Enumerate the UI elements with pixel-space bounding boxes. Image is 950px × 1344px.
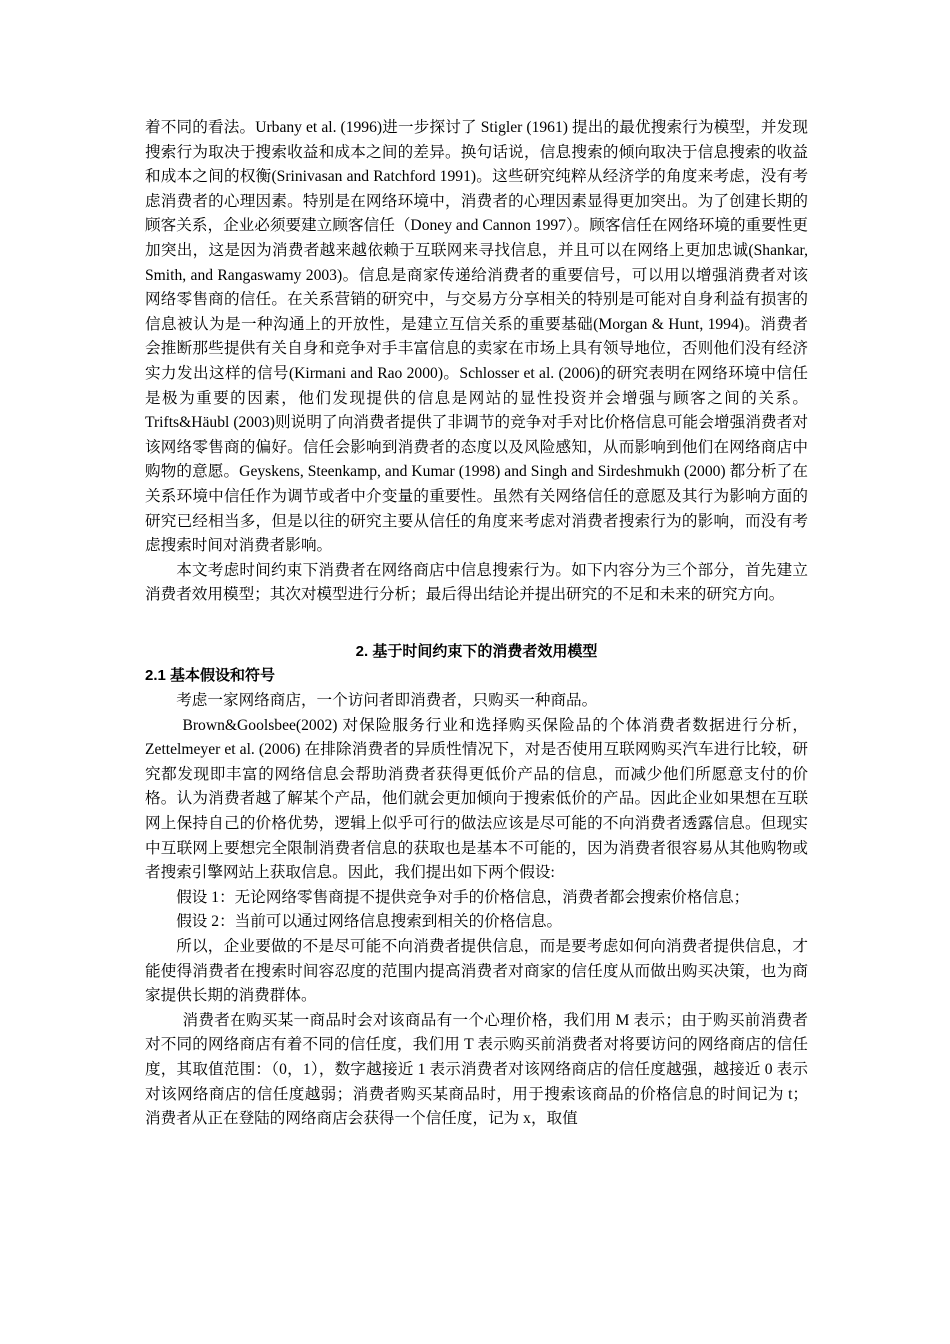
outline-paragraph: 本文考虑时间约束下消费者在网络商店中信息搜索行为。如下内容分为三个部分，首先建立消费者效用模型；其次对模型进行分析；最后得出结论并提出研究的不足和未来的研究方向。 [145,561,808,604]
notation-paragraph: 消费者在购买某一商品时会对该商品有一个心理价格，我们用 M 表示；由于购买前消费者对不同的网络商店有着不同的信任度，我们用 T 表示购买前消费者对将要访问的网络商店的信任度，其取值范围：（0，1），数字越接近 1 表示消费者对该网络商店的信任度越强，越接近 0 表示对该网络商店的信任度越弱；消费者购买某商品时，用于搜索该商品的价格信息的时间记为 t；消费者从正在登陆的网络商店会获得一个信任度，记为 x，取值 [145,1011,808,1128]
page-content [145,116,808,1132]
section-title: 2. 基于时间约束下的消费者效用模型 [355,642,598,660]
section-spacer [145,608,808,634]
implication-paragraph: 所以，企业要做的不是尽可能不向消费者提供信息，而是要考虑如何向消费者提供信息，才能使得消费者在搜索时间容忍度的范围内提高消费者对商家的信任度从而做出购买决策，也为商家提供长期的消费群体。 [145,938,808,1005]
setting-paragraph: 考虑一家网络商店，一个访问者即消费者，只购买一种商品。 [176,692,598,710]
subsection-title: 2.1 基本假设和符号 [145,667,276,685]
evidence-paragraph: Brown&Goolsbee(2002) 对保险服务行业和选择购买保险品的个体消费者数据进行分析，Zettelmeyer et al. (2006) 在排除消费者的异质性情况下，对是否使用互联网购买汽车进行比较，研究都发现即丰富的网络信息会帮助消费者获得更低价产品的信息，而减少他们所愿意支付的价格。认为消费者越了解某个产品，他们就会更加倾向于搜索低价的产品。因此企业如果想在互联网上保持自己的价格优势，逻辑上似乎可行的做法应该是尽可能的不向消费者透露信息。但现实中互联网上要想完全限制消费者信息的获取也是基本不可能的，因为消费者很容易从其他购物或者搜索引擎网站上获取信息。因此，我们提出如下两个假设: [145,716,808,882]
intro-paragraph: 着不同的看法。Urbany et al. (1996)进一步探讨了 Stigler (1961) 提出的最优搜索行为模型，并发现搜索行为取决于搜索收益和成本之间的差异。换句话说，信息搜索的倾向取决于信息搜索的收益和成本之间的权衡(Srinivasan and Ratchford 1991)。这些研究纯粹从经济学的角度来考虑，没有考虑消费者的心理因素。特别是在网络环境中，消费者的心理因素显得更加突出。为了创建长期的顾客关系，企业必须要建立顾客信任（Doney and Cannon 1997）。顾客信任在网络环境的重要性更加突出，这是因为消费者越来越依赖于互联网来寻找信息，并且可以在网络上更加忠诚(Shankar, Smith, and Rangaswamy 2003)。信息是商家传递给消费者的重要信号，可以用以增强消费者对该网络零售商的信任。在关系营销的研究中，与交易方分享相关的特别是可能对自身利益有损害的信息被认为是一种沟通上的开放性，是建立互信关系的重要基础(Morgan & Hunt, 1994)。消费者会推断那些提供有关自身和竞争对手丰富信息的卖家在市场上具有领导地位，否则他们没有经济实力发出这样的信号(Kirmani and Rao 2000)。Schlosser et al. (2006)的研究表明在网络环境中信任是极为重要的因素，他们发现提供的信息是网站的显性投资并会增强与顾客之间的关系。Trifts&Häubl (2003)则说明了向消费者提供了非调节的竞争对手对比价格信息可能会增强消费者对该网络零售商的偏好。信任会影响到消费者的态度以及风险感知，从而影响到他们在网络商店中购物的意愿。Geyskens, Steenkamp, and Kumar (1998) and Singh and Sirdeshmukh (2000) 都分析了在关系环境中信任作为调节或者中介变量的重要性。虽然有关网络信任的意愿及其行为影响方面的研究已经相当多，但是以往的研究主要从信任的角度来考虑对消费者搜索行为的影响，而没有考虑搜索时间对消费者影响。 [145,119,808,555]
assumption-1: 假设 1：无论网络零售商提不提供竞争对手的价格信息，消费者都会搜索价格信息； [176,888,750,906]
assumption-2: 假设 2：当前可以通过网络信息搜索到相关的价格信息。 [176,913,563,931]
